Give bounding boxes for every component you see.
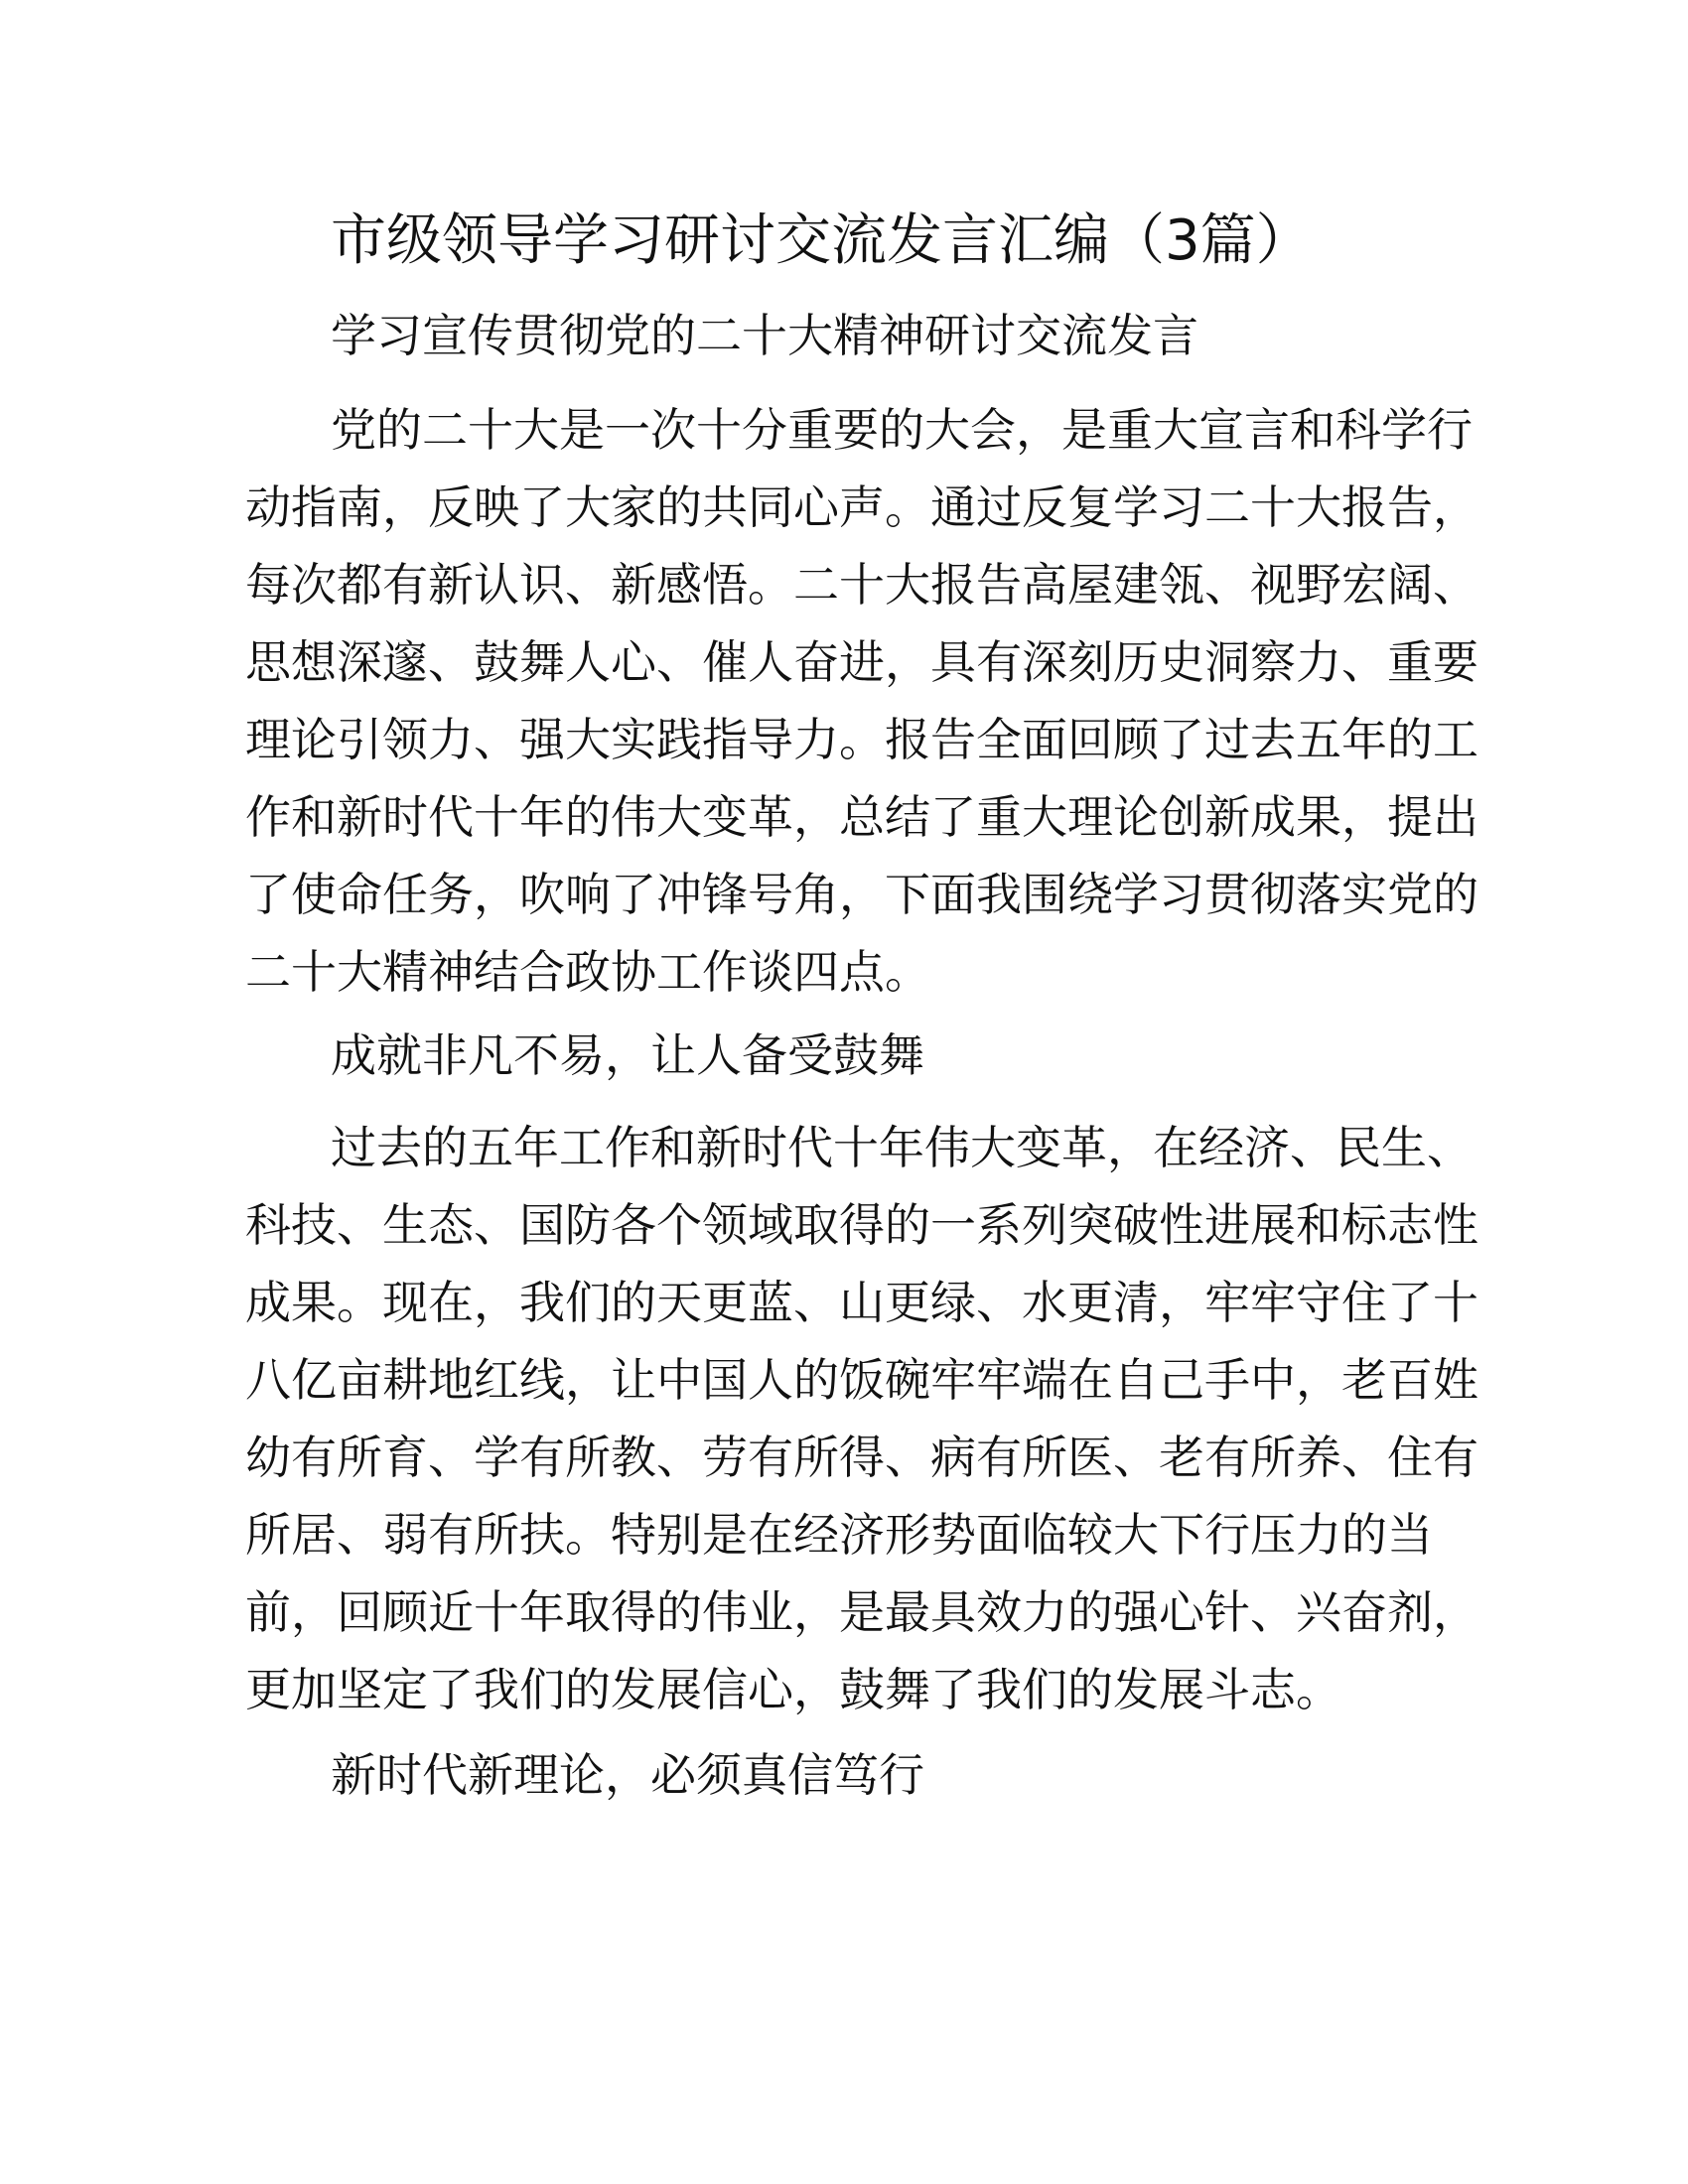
document-title: 市级领导学习研讨交流发言汇编（3篇） (331, 208, 1312, 273)
paragraph-line: 更加坚定了我们的发展信心，鼓舞了我们的发展斗志。 (245, 1663, 1341, 1716)
paragraph-line: 作和新时代十年的伟大变革，总结了重大理论创新成果，提出 (245, 790, 1478, 844)
paragraph-line: 动指南，反映了大家的共同心声。通过反复学习二十大报告， (245, 480, 1478, 534)
paragraph-line: 成果。现在，我们的天更蓝、山更绿、水更清，牢牢守住了十 (245, 1276, 1478, 1329)
paragraph-line: 所居、弱有所扶。特别是在经济形势面临较大下行压力的当 (245, 1508, 1433, 1562)
paragraph-line: 思想深邃、鼓舞人心、催人奋进，具有深刻历史洞察力、重要 (245, 635, 1478, 689)
paragraph-line: 党的二十大是一次十分重要的大会，是重大宣言和科学行 (331, 403, 1473, 457)
paragraph-line: 幼有所育、学有所教、劳有所得、病有所医、老有所养、住有 (245, 1431, 1478, 1484)
paragraph-line: 理论引领力、强大实践指导力。报告全面回顾了过去五年的工 (245, 713, 1478, 766)
paragraph-line: 前，回顾近十年取得的伟业，是最具效力的强心针、兴奋剂， (245, 1585, 1478, 1639)
section-heading: 新时代新理论，必须真信笃行 (331, 1748, 924, 1802)
paragraph-line: 每次都有新认识、新感悟。二十大报告高屋建瓴、视野宏阔、 (245, 558, 1478, 612)
paragraph-line: 八亿亩耕地红线，让中国人的饭碗牢牢端在自己手中，老百姓 (245, 1353, 1478, 1407)
subtitle: 学习宣传贯彻党的二十大精神研讨交流发言 (331, 309, 1198, 362)
section-heading: 成就非凡不易，让人备受鼓舞 (331, 1028, 924, 1082)
paragraph-line: 了使命任务，吹响了冲锋号角，下面我围绕学习贯彻落实党的 (245, 868, 1478, 921)
paragraph-line: 过去的五年工作和新时代十年伟大变革，在经济、民生、 (331, 1121, 1473, 1174)
paragraph-line: 二十大精神结合政协工作谈四点。 (245, 945, 930, 999)
paragraph-line: 科技、生态、国防各个领域取得的一系列突破性进展和标志性 (245, 1198, 1478, 1252)
